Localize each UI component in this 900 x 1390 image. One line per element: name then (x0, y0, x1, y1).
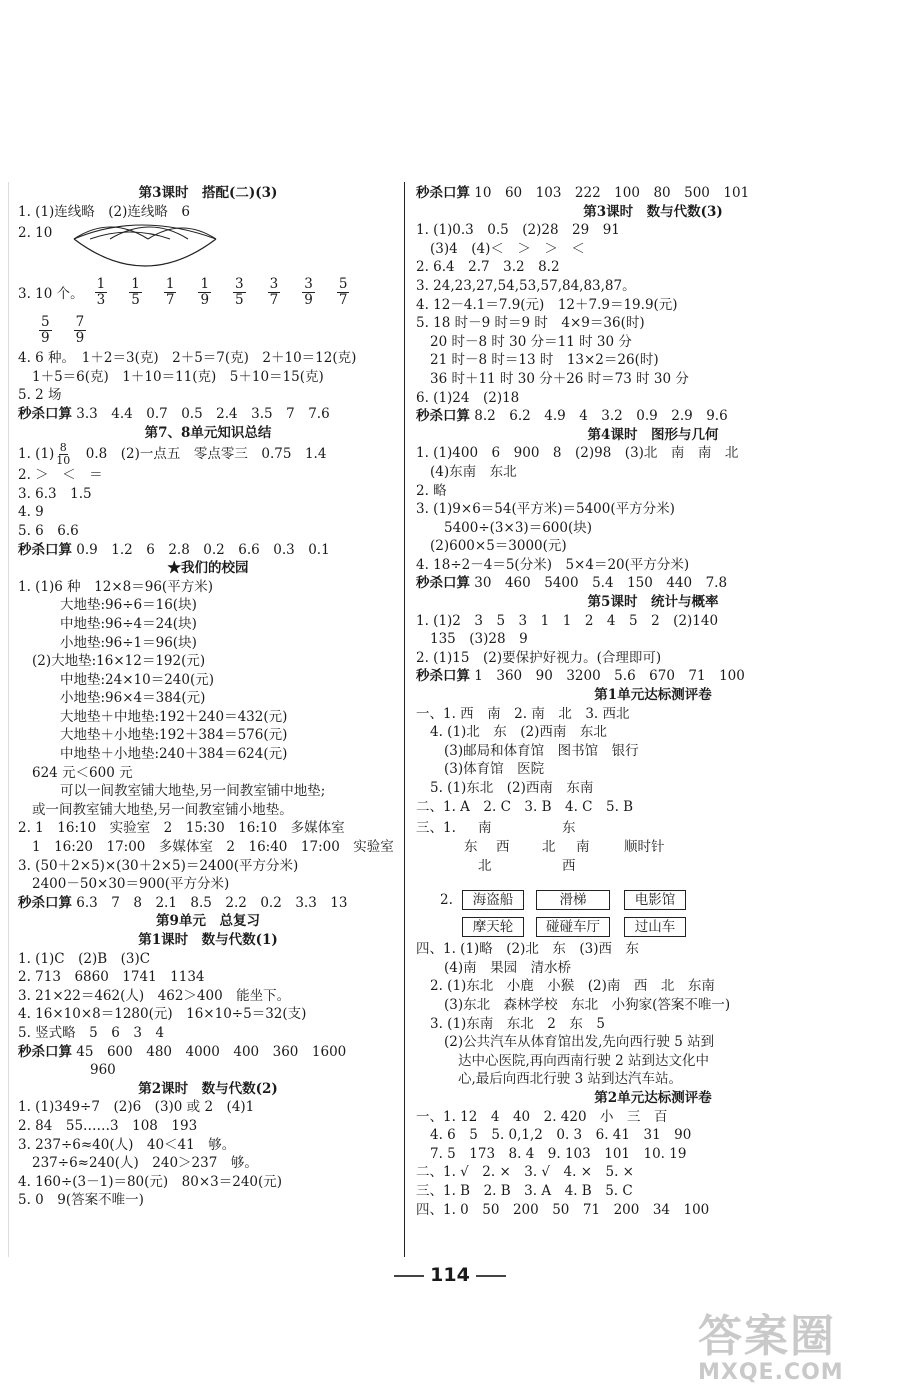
quick-calc-answers: 960 (90, 1062, 116, 1079)
quick-calc-answers: 0.9 1.2 6 2.8 0.2 6.6 0.3 0.1 (72, 541, 330, 558)
section-heading: 第5课时 统计与概率 (587, 594, 719, 611)
answer-text: 1. (1) (18, 446, 55, 463)
answer-line: 135 (3)28 9 (430, 631, 528, 648)
answer-line: (3)邮局和体育馆 图书馆 银行 (444, 742, 639, 759)
answer-line: (3)体育馆 医院 (444, 761, 545, 778)
answer-line: (4)南 果园 清水桥 (444, 959, 572, 976)
denominator: 9 (41, 330, 50, 347)
answer-line: 1＋5＝6(克) 1＋10＝11(克) 5＋10＝15(克) (32, 368, 324, 385)
denominator: 5 (131, 292, 140, 309)
rotation-label: 顺时针 (624, 839, 665, 856)
fraction (233, 277, 246, 308)
fraction (164, 277, 177, 308)
section-heading: ★我们的校园 (167, 560, 249, 577)
answer-line: 2. (1)东北 小鹿 小猴 (2)南 西 北 东南 (430, 978, 715, 995)
column-divider (404, 182, 405, 1257)
answer-line: 3. (1)东南 东北 2 东 5 (430, 1015, 605, 1032)
answer-line: 2. 6.4 2.7 3.2 8.2 (416, 259, 560, 276)
answer-line: 5. 6 6.6 (18, 522, 79, 539)
answer-line: 4. 6 5 5. 0,1,2 0. 3 6. 41 31 90 (430, 1127, 692, 1144)
watermark-url: MXQE.COM (698, 1360, 844, 1385)
section-heading: 第4课时 图形与几何 (587, 426, 719, 443)
denominator: 5 (235, 292, 244, 309)
quick-calc-label: 秒杀口算 (416, 408, 470, 425)
answer-line: 或一间教室铺大地垫,另一间教室铺小地垫。 (32, 801, 293, 818)
fraction (129, 277, 142, 308)
direction-label: 南 (478, 820, 492, 837)
denominator: 3 (96, 292, 106, 309)
answer-line: 4. 6 种。 1＋2＝3(克) 2＋5＝7(克) 2＋10＝12(克) (18, 350, 357, 367)
answer-line: 小地垫:96÷1＝96(块) (60, 634, 197, 651)
watermark-title: 答案圈 (698, 1311, 836, 1362)
direction-label: 西 (562, 858, 576, 875)
fraction (302, 277, 315, 308)
answer-line: 1. (1)连线略 (2)连线略 6 (18, 203, 191, 220)
right-column (416, 184, 890, 1219)
numerator: 3 (269, 276, 279, 293)
denominator: 7 (269, 292, 279, 309)
answer-line: 1 16:20 17:00 多媒体室 2 16:40 17:00 实验室 (32, 839, 394, 856)
answer-line: 5. 竖式略 5 6 3 4 (18, 1024, 165, 1041)
denominator: 7 (338, 292, 348, 309)
answer-line: 5400÷(3×3)＝600(块) (444, 519, 592, 536)
direction-label: 北 (542, 839, 556, 856)
answer-line: 三、1. B 2. B 3. A 4. B 5. C (416, 1182, 633, 1199)
answer-text: 三、1. (416, 820, 456, 837)
numerator: 5 (338, 276, 348, 293)
answer-line: 1. (1)C (2)B (3)C (18, 950, 151, 967)
answer-line: 一、1. 西 南 2. 南 北 3. 西北 (416, 705, 630, 722)
numerator: 1 (96, 276, 106, 293)
answer-line: 中地垫:96÷4＝24(块) (60, 615, 197, 632)
fraction (198, 277, 211, 308)
direction-label: 南 (576, 839, 590, 856)
answer-line: 5. 2 场 (18, 387, 62, 404)
answer-text: 0.8 (2)一点五 零点零三 0.75 1.4 (72, 446, 327, 463)
fraction (39, 315, 52, 346)
quick-calc-answers: 8.2 6.2 4.9 4 3.2 0.9 2.9 9.6 (470, 408, 728, 425)
answer-line: (3)4 (4)＜ ＞ ＞ ＜ (430, 240, 585, 257)
answer-line: 大地垫:96÷6＝16(块) (60, 597, 197, 614)
page-number-text: 114 (430, 1264, 470, 1286)
answer-line: 1. (1)400 6 900 8 (2)98 (3)北 南 南 北 (416, 445, 739, 462)
numerator: 1 (200, 276, 210, 293)
quick-calc-label: 秒杀口算 (416, 575, 470, 592)
quick-calc-answers: 6.3 7 8 2.1 8.5 2.2 0.2 3.3 13 (72, 894, 348, 911)
answer-line: 237÷6≈240(人) 240＞237 够。 (32, 1155, 258, 1172)
answer-line: 4. 160÷(3－1)＝80(元) 80×3＝240(元) (18, 1173, 283, 1190)
answer-line: 1. (1)349÷7 (2)6 (3)0 或 2 (4)1 (18, 1099, 255, 1116)
denominator: 9 (304, 292, 313, 309)
answer-line: (4)东南 东北 (430, 463, 517, 480)
answer-line: 4. 12－4.1＝7.9(元) 12＋7.9＝19.9(元) (416, 296, 678, 313)
answer-line: 3. 21×22＝462(人) 462＞400 能坐下。 (18, 987, 291, 1004)
answer-line: 3. (1)9×6＝54(平方米)＝5400(平方分米) (416, 501, 675, 518)
quick-calc-label: 秒杀口算 (18, 405, 72, 422)
answer-line: 小地垫:96×4＝384(元) (60, 690, 206, 707)
left-column (18, 184, 398, 1210)
answer-line: (2)公共汽车从体育馆出发,先向西行驶 5 站到 (444, 1034, 715, 1051)
denominator: 7 (165, 292, 175, 309)
answer-line: 一、1. 12 4 40 2. 420 小 三 百 (416, 1108, 668, 1125)
denominator: 10 (56, 454, 71, 468)
answer-line: 36 时＋11 时 30 分＋26 时＝73 时 30 分 (430, 370, 689, 387)
location-box: 过山车 (624, 917, 686, 937)
answer-line: 3. 24,23,27,54,53,57,84,83,87。 (416, 277, 636, 294)
section-heading: 第3课时 数与代数(3) (583, 203, 723, 220)
answer-line: 二、1. √ 2. × 3. √ 4. × 5. × (416, 1164, 634, 1181)
section-heading: 第1单元达标测评卷 (594, 687, 712, 704)
answer-line: 达中心医院,再向西南行驶 2 站到达文化中 (458, 1052, 709, 1069)
fraction-row (18, 273, 398, 311)
answer-line (18, 442, 398, 466)
answer-line: 心,最后向西北行驶 3 站到达汽车站。 (458, 1071, 682, 1088)
quick-calc-answers: 1 360 90 3200 5.6 670 71 100 (470, 668, 745, 685)
answer-line: 中地垫＋小地垫:240＋384＝624(元) (60, 746, 288, 763)
section-heading: 第7、8单元知识总结 (144, 424, 272, 441)
direction-label: 西 (496, 839, 510, 856)
left-margin-rule (8, 182, 9, 1257)
location-box: 电影馆 (624, 890, 686, 910)
answer-line: 2. 84 55……3 108 193 (18, 1117, 198, 1134)
answer-line: 4. 16×10×8＝1280(元) 16×10÷5＝32(支) (18, 1006, 307, 1023)
answer-line: 中地垫:24×10＝240(元) (60, 671, 215, 688)
location-box: 碰碰车厅 (536, 917, 610, 937)
denominator: 9 (75, 330, 85, 347)
pairing-diagram-row (18, 221, 398, 273)
direction-label: 东 (562, 820, 576, 837)
location-box: 海盗船 (462, 890, 524, 910)
answer-line: 大地垫＋小地垫:192＋384＝576(元) (60, 727, 288, 744)
denominator: 9 (200, 292, 210, 309)
numerator: 1 (131, 276, 140, 293)
section-heading: 第2单元达标测评卷 (594, 1089, 712, 1106)
quick-calc-answers: 30 460 5400 5.4 150 440 7.8 (470, 575, 728, 592)
answer-line: 624 元＜600 元 (32, 764, 133, 781)
quick-calc-answers: 10 60 103 222 100 80 500 101 (470, 185, 750, 201)
answer-line: 4. (1)北 东 (2)西南 东北 (430, 724, 607, 741)
answer-line: 2. (1)15 (2)要保护好视力。(合理即可) (416, 649, 662, 666)
answer-line: 3. 6.3 1.5 (18, 485, 92, 502)
quick-calc-label: 秒杀口算 (18, 894, 72, 911)
answer-line: 大地垫＋中地垫:192＋240＝432(元) (60, 708, 288, 725)
pairing-arcs-diagram (70, 221, 220, 271)
section-heading: 第9单元 总复习 (156, 913, 260, 930)
answer-line: 3. 237÷6≈40(人) 40＜41 够。 (18, 1136, 236, 1153)
answer-line: 3. 10 个。 (18, 286, 84, 303)
section-subheading: 第1课时 数与代数(1) (138, 932, 278, 948)
answer-line: 1. (1)0.3 0.5 (2)28 29 91 (416, 222, 620, 239)
answer-line: 3. (50＋2×5)×(30＋2×5)＝2400(平方分米) (18, 857, 299, 874)
quick-calc-label: 秒杀口算 (416, 668, 470, 685)
answer-line: (3)东北 森林学校 东北 小狗家(答案不唯一) (444, 996, 731, 1013)
numerator: 8 (59, 441, 67, 455)
location-box: 摩天轮 (462, 917, 524, 937)
answer-line: 2400－50×30＝900(平方分米) (32, 876, 230, 893)
answer-line: 7. 5 173 8. 4 9. 103 101 10. 19 (430, 1145, 687, 1162)
fraction (95, 277, 108, 308)
numerator: 5 (41, 314, 50, 331)
watermark-logo (698, 1300, 888, 1386)
answer-line: (2)600×5＝3000(元) (430, 538, 567, 555)
answer-line: 5. 18 时－9 时＝9 时 4×9＝36(时) (416, 315, 645, 332)
answer-line: 2. 1 16:10 实验室 2 15:30 16:10 多媒体室 (18, 820, 345, 837)
quick-calc-label: 秒杀口算 (18, 541, 72, 558)
answer-line: 2. 10 (18, 225, 53, 242)
answer-line: 4. 18÷2－4＝5(分米) 5×4＝20(平方分米) (416, 556, 690, 573)
answer-text: 2. (440, 892, 453, 909)
answer-line: 四、1. 0 50 200 50 71 200 34 100 (416, 1201, 710, 1218)
direction-label: 北 (478, 858, 492, 875)
answer-line: 1. (1)6 种 12×8＝96(平方米) (18, 578, 213, 595)
fraction-list (28, 314, 97, 346)
answer-line: 6. (1)24 (2)18 (416, 389, 520, 406)
numerator: 7 (75, 314, 85, 331)
answer-line: 2. 713 6860 1741 1134 (18, 969, 205, 986)
section-heading: 第2课时 数与代数(2) (138, 1080, 278, 1097)
answer-line: 5. 0 9(答案不唯一) (18, 1192, 144, 1209)
answer-line: 20 时－8 时 30 分＝11 时 30 分 (430, 333, 632, 350)
fraction-row (18, 311, 398, 349)
fraction (56, 442, 70, 467)
answer-line: 二、1. A 2. C 3. B 4. C 5. B (416, 798, 634, 815)
section-heading: 第3课时 搭配(二)(3) (138, 185, 278, 201)
answer-line: 2. ＞ ＜ ＝ (18, 467, 103, 484)
direction-label: 东 (464, 839, 478, 856)
quick-calc-label: 秒杀口算 (18, 1043, 72, 1060)
answer-line: 5. (1)东北 (2)西南 东南 (430, 780, 594, 796)
answer-line: 2. 略 (416, 482, 447, 499)
location-box: 滑梯 (536, 890, 610, 910)
location-boxes (416, 890, 890, 940)
page-number (0, 1264, 900, 1286)
fraction (337, 277, 350, 308)
numerator: 1 (165, 276, 175, 293)
answer-line: (2)大地垫:16×12＝192(元) (32, 653, 206, 670)
numerator: 3 (235, 276, 244, 293)
quick-calc-answers: 3.3 4.4 0.7 0.5 2.4 3.5 7 7.6 (72, 405, 330, 422)
fraction (74, 315, 87, 346)
answer-line: 四、1. (1)略 (2)北 东 (3)西 东 (416, 941, 640, 958)
quick-calc-label: 秒杀口算 (416, 185, 470, 201)
answer-line: 21 时－8 时＝13 时 13×2＝26(时) (430, 352, 659, 369)
direction-answers (416, 816, 890, 890)
answer-line: 4. 9 (18, 504, 44, 521)
fraction (268, 277, 281, 308)
quick-calc-answers: 45 600 480 4000 400 360 1600 (72, 1043, 347, 1060)
answer-line: 1. (1)2 3 5 3 1 1 2 4 5 2 (2)140 (416, 612, 719, 629)
numerator: 3 (304, 276, 313, 293)
answer-line: 可以一间教室铺大地垫,另一间教室铺中地垫; (60, 783, 326, 800)
fraction-list (84, 276, 361, 308)
